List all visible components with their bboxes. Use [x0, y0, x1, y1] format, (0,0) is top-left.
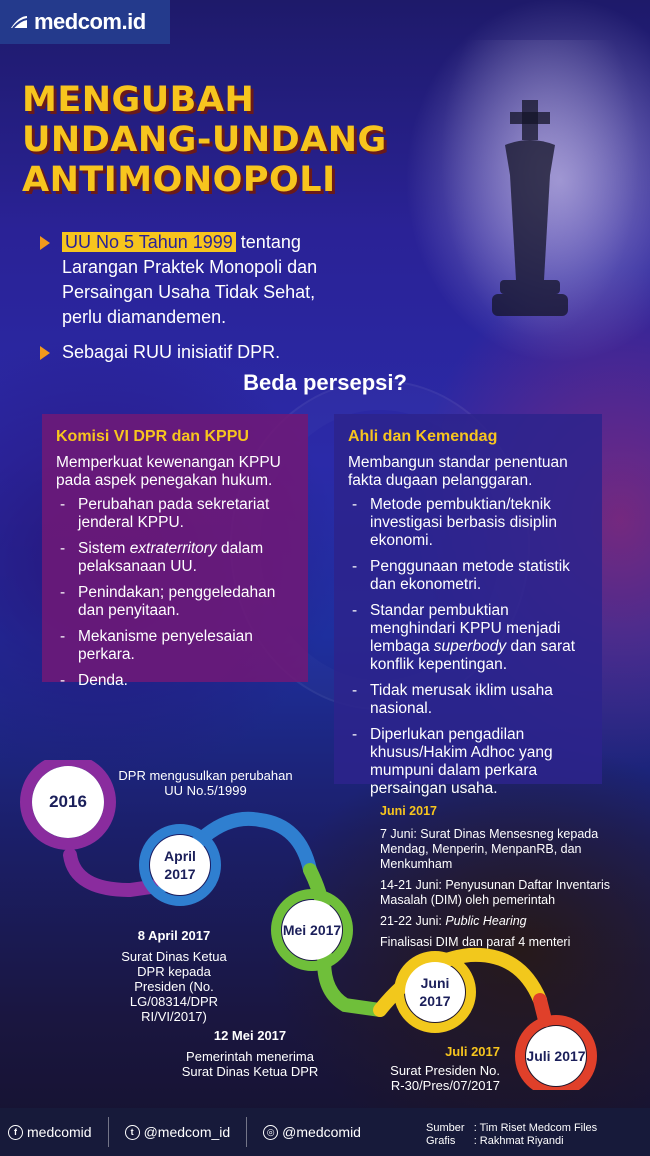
credit-sumber [426, 1122, 597, 1135]
event-juni [380, 804, 630, 950]
title-line-3: ANTIMONOPOLI [22, 160, 336, 200]
intro-bullet-2 [40, 340, 340, 365]
event-juli-text: Surat Presiden No. R-30/Pres/07/2017 [390, 1063, 500, 1093]
facebook-link[interactable] [8, 1124, 92, 1140]
footer-divider [246, 1117, 247, 1147]
kemendag-card [334, 414, 602, 797]
event-april-text: Surat Dinas Ketua DPR kepada Presiden (No. LG/08314/DPR RI/VI/2017) [121, 949, 227, 1024]
footer-divider [108, 1117, 109, 1147]
event-juni-item-italic: Public Hearing [445, 914, 527, 928]
credit-label: Sumber [426, 1122, 465, 1134]
list-item-italic: superbody [433, 638, 507, 655]
law-highlight: UU No 5 Tahun 1999 [62, 232, 236, 252]
list-item: - Penindakan; penggeledahan dan penyitaan. [60, 584, 276, 619]
list-item-text: Mekanisme penyelesaian perkara. [78, 628, 253, 663]
event-mei [180, 1028, 320, 1079]
title-line-2: UNDANG-UNDANG [22, 120, 387, 160]
footer [0, 1108, 650, 1156]
list-item: - Tidak merusak iklim usaha nasional. [352, 682, 553, 717]
credit-value: : Rakhmat Riyandi [473, 1135, 564, 1147]
event-april-title: 8 April 2017 [137, 928, 211, 943]
komisi-card [42, 414, 308, 689]
list-item: - Sistem extraterritory dalam pelaksanaan UU. [60, 540, 264, 575]
list-item-text: Tidak merusak iklim usaha nasional. [370, 682, 553, 717]
list-item-text: Perubahan pada sekretariat jenderal KPPU. [78, 496, 270, 531]
credit-grafis [426, 1135, 597, 1148]
event-juni-item: Finalisasi DIM dan paraf 4 menteri [380, 935, 571, 949]
instagram-link[interactable] [263, 1124, 361, 1140]
list-item: - Mekanisme penyelesaian perkara. [60, 628, 253, 663]
list-item: - Denda. [60, 672, 128, 689]
event-april [110, 928, 238, 1024]
timeline-node-label: April 2017 [164, 848, 196, 882]
event-juni-item [380, 914, 630, 929]
komisi-card-title: Komisi VI DPR dan KPPU [56, 428, 249, 445]
event-mei-title: 12 Mei 2017 [213, 1028, 287, 1043]
event-juni-item-text: 21-22 Juni: [380, 914, 446, 928]
chess-king-icon [470, 90, 590, 350]
list-item: - Penggunaan metode statistik dan ekonometri. [352, 558, 570, 593]
persepsi-heading: Beda persepsi? [243, 370, 407, 395]
intro-bullet-1-text: tentang Larangan Praktek Monopoli dan Persaingan Usaha Tidak Sehat, perlu diamandemen. [62, 232, 318, 327]
list-item-text: Diperlukan pengadilan khusus/Hakim Adhoc yang mumpuni dalam perkara persaingan usaha. [370, 726, 553, 797]
credit-value: : Tim Riset Medcom Files [473, 1122, 598, 1134]
timeline-node-label: Juni 2017 [419, 975, 451, 1009]
timeline-node-april [150, 835, 210, 895]
kemendag-card-title: Ahli dan Kemendag [348, 428, 498, 445]
intro-bullet-1 [40, 230, 340, 330]
list-item: - Metode pembuktian/teknik investigasi berbasis disiplin ekonomi. [352, 496, 557, 549]
arrow-right-icon [40, 346, 50, 360]
list-item: - Diperlukan pengadilan khusus/Hakim Adhoc yang mumpuni dalam perkara persaingan usaha. [352, 726, 553, 797]
event-mei-text: Pemerintah menerima Surat Dinas Ketua DPR [181, 1049, 319, 1079]
list-item-text: Denda. [78, 672, 128, 689]
twitter-icon: t [125, 1125, 140, 1140]
event-2016-text: DPR mengusulkan perubahan UU No.5/1999 [118, 768, 293, 798]
timeline-node-label: 2016 [49, 792, 87, 811]
event-juli [380, 1044, 500, 1093]
list-item-italic: extraterritory [129, 540, 217, 557]
komisi-list [56, 496, 294, 690]
intro-bullet-2-text: Sebagai RUU inisiatif DPR. [62, 342, 281, 362]
list-item-text: dalam pelaksanaan UU. [78, 540, 264, 575]
timeline [0, 760, 650, 1093]
facebook-handle: medcomid [27, 1124, 92, 1140]
event-juli-title: Juli 2017 [445, 1044, 500, 1059]
title-line-1: MENGUBAH [22, 80, 255, 120]
event-juni-title: Juni 2017 [380, 804, 437, 818]
event-juni-item: 14-21 Juni: Penyusunan Daftar Inventaris Masalah (DIM) oleh pemerintah [380, 878, 610, 907]
list-item-text: Standar pembuktian menghindari KPPU menjadi lembaga [370, 602, 561, 655]
komisi-card-intro: Memperkuat kewenangan KPPU pada aspek penegakan hukum. [56, 454, 281, 489]
list-item-text: Metode pembuktian/teknik investigasi berbasis disiplin ekonomi. [370, 496, 557, 549]
credits [426, 1122, 597, 1148]
list-item: - Perubahan pada sekretariat jenderal KPPU. [60, 496, 270, 531]
list-item-text: Penggunaan metode statistik dan ekonometri. [370, 558, 570, 593]
medcom-logo-icon [10, 13, 28, 31]
credit-label: Grafis [426, 1135, 456, 1147]
event-2016 [118, 768, 293, 798]
twitter-link[interactable] [125, 1124, 231, 1140]
timeline-node-mei [282, 900, 342, 960]
timeline-node-juni [405, 962, 465, 1022]
timeline-node-label: Juli 2017 [526, 1048, 586, 1064]
intro-bullets [40, 230, 340, 365]
arrow-right-icon [40, 236, 50, 250]
timeline-node-label: Mei 2017 [282, 922, 342, 938]
kemendag-list [348, 496, 588, 798]
medcom-logo[interactable] [0, 0, 170, 44]
list-item-text: Sistem [78, 540, 130, 557]
timeline-node-2016 [32, 766, 104, 838]
twitter-handle: @medcom_id [143, 1124, 231, 1140]
logo-text: medcom.id [34, 9, 146, 34]
list-item-text: dan sarat konflik kepentingan. [370, 638, 576, 673]
instagram-icon: ◎ [263, 1125, 278, 1140]
facebook-icon: f [8, 1125, 23, 1140]
instagram-handle: @medcomid [282, 1124, 361, 1140]
event-juni-item: 7 Juni: Surat Dinas Mensesneg kepada Mendag, Menperin, MenpanRB, dan Menkumham [380, 827, 599, 871]
kemendag-card-intro: Membangun standar penentuan fakta dugaan pelanggaran. [348, 454, 568, 489]
list-item: - Standar pembuktian menghindari KPPU menjadi lembaga superbody dan sarat konflik kepentingan. [352, 602, 576, 673]
page-title [22, 80, 442, 200]
timeline-node-juli [526, 1026, 586, 1086]
list-item-text: Penindakan; penggeledahan dan penyitaan. [78, 584, 276, 619]
